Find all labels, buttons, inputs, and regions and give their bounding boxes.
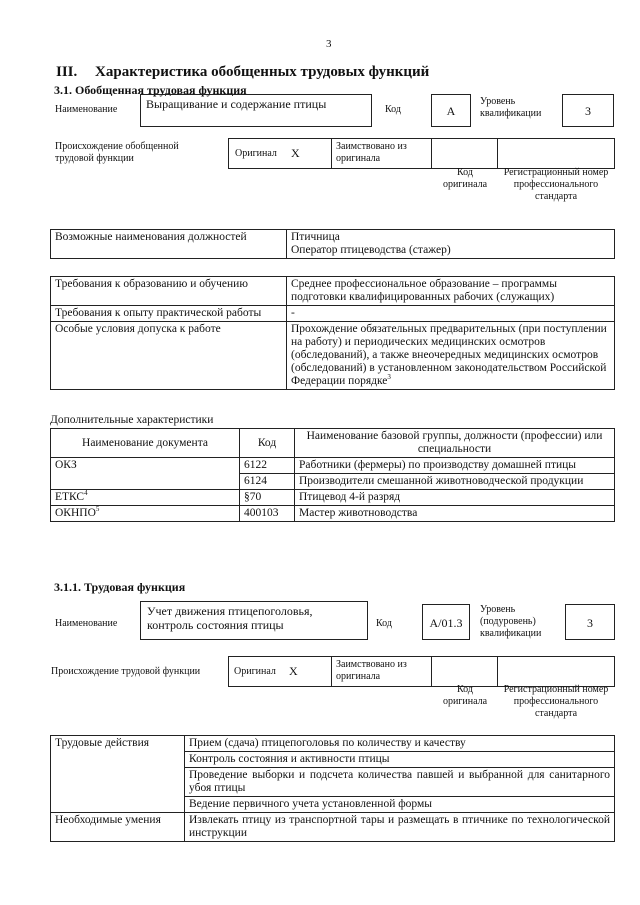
action-item: Контроль состояния и активности птицы	[185, 752, 615, 768]
requirements-table	[50, 276, 615, 390]
positions-values	[287, 230, 615, 259]
table-header-row	[51, 429, 615, 458]
tf-origin-divider-2	[431, 657, 432, 686]
table-row	[51, 736, 615, 752]
col-header-doc: Наименование документа	[51, 429, 240, 458]
tf-heading: 3.1.1. Трудовая функция	[54, 580, 186, 594]
req-footnote: 3	[387, 373, 391, 382]
extra-code: 6122	[240, 458, 295, 474]
extra-doc: ЕТКС	[55, 491, 85, 503]
req-value: Среднее профессиональное образование – программы подготовки квалифицированных рабочих (служащих)	[287, 277, 615, 306]
page-number: 3	[326, 38, 332, 50]
extra-doc	[51, 474, 240, 490]
tf-reg-number-caption: Регистрационный номер профессионального стандарта	[503, 684, 609, 719]
extra-table	[50, 428, 615, 522]
col-header-code: Код	[240, 429, 295, 458]
table-row	[51, 306, 615, 322]
extra-name: Работники (фермеры) по производству домашней птицы	[295, 458, 615, 474]
positions-table	[50, 229, 615, 259]
extra-doc-footnote: 4	[84, 489, 88, 498]
extra-title: Дополнительные характеристики	[50, 414, 214, 426]
table-row	[51, 506, 615, 522]
extra-doc: ОКЗ	[51, 458, 240, 474]
action-item: Проведение выборки и подсчета количества павшей и выбранной для санитарного убоя птицы	[185, 768, 615, 797]
tf-origin-box	[228, 656, 615, 687]
gtf-origin-label: Происхождение обобщенной трудовой функции	[55, 141, 179, 164]
position-item: Оператор птицеводства (стажер)	[291, 244, 451, 256]
req-value: Прохождение обязательных предварительных (при поступлении на работу) и периодических медицинских осмотров (обследований), а также внеочередных медицинских осмотров (обследований) в установленном законодательством Российской Федерации порядке	[291, 323, 607, 387]
gtf-origin-box	[228, 138, 615, 169]
extra-name: Птицевод 4-й разряд	[295, 490, 615, 506]
actions-table	[50, 735, 615, 842]
gtf-code-original-caption: Код оригинала	[442, 167, 488, 190]
section-roman: III.	[56, 64, 78, 80]
tf-name-box	[140, 601, 368, 640]
tf-level-box	[565, 604, 615, 640]
gtf-original-label: Оригинал	[235, 148, 277, 159]
gtf-code-label: Код	[385, 104, 401, 115]
action-item: Ведение первичного учета установленной формы	[185, 797, 615, 813]
position-item: Птичница	[291, 231, 340, 243]
req-label: Особые условия допуска к работе	[51, 322, 287, 390]
tf-origin-divider-3	[497, 657, 498, 686]
tf-code-label: Код	[376, 618, 392, 629]
req-label: Требования к образованию и обучению	[51, 277, 287, 306]
skills-label: Необходимые умения	[51, 813, 185, 842]
gtf-code-box	[431, 94, 471, 127]
extra-doc-cell	[51, 490, 240, 506]
gtf-level-box	[562, 94, 614, 127]
action-item: Прием (сдача) птицепоголовья по количеству и качеству	[185, 736, 615, 752]
gtf-level-label: Уровень квалификации	[480, 96, 542, 119]
table-row	[51, 490, 615, 506]
tf-level-value: 3	[587, 616, 593, 630]
section-title-text: Характеристика обобщенных трудовых функций	[95, 64, 430, 80]
extra-code: §70	[240, 490, 295, 506]
extra-name: Мастер животноводства	[295, 506, 615, 522]
skill-item: Извлекать птицу из транспортной тары и размещать в птичнике по технологической инструкции	[185, 813, 615, 842]
tf-code-original-caption: Код оригинала	[442, 684, 488, 707]
gtf-level-value: 3	[585, 104, 591, 118]
gtf-original-mark: X	[291, 146, 300, 160]
table-row	[51, 813, 615, 842]
tf-name-label: Наименование	[55, 618, 118, 629]
gtf-name-value: Выращивание и содержание птицы	[146, 97, 327, 111]
extra-name: Производители смешанной животноводческой продукции	[295, 474, 615, 490]
actions-label: Трудовые действия	[51, 736, 185, 813]
gtf-name-box	[140, 94, 372, 127]
table-row	[51, 458, 615, 474]
tf-original-label: Оригинал	[234, 666, 276, 677]
req-value: -	[287, 306, 615, 322]
tf-name-value: Учет движения птицепоголовья, контроль состояния птицы	[147, 604, 313, 632]
gtf-origin-divider-2	[431, 139, 432, 168]
table-row	[51, 322, 615, 390]
col-header-name: Наименование базовой группы, должности (профессии) или специальности	[295, 429, 615, 458]
req-label: Требования к опыту практической работы	[51, 306, 287, 322]
tf-original-mark: X	[289, 664, 298, 678]
positions-label: Возможные наименования должностей	[51, 230, 287, 259]
gtf-code-value: A	[446, 104, 456, 118]
gtf-origin-divider-3	[497, 139, 498, 168]
tf-borrowed-label: Заимствовано из оригинала	[336, 659, 407, 682]
req-value-cell	[287, 322, 615, 390]
tf-code-value: A/01.3	[429, 616, 463, 630]
extra-code: 400103	[240, 506, 295, 522]
extra-doc-cell	[51, 506, 240, 522]
table-row	[51, 230, 615, 259]
section-title	[56, 64, 429, 81]
tf-origin-divider-1	[331, 657, 332, 686]
extra-doc: ОКНПО	[55, 507, 96, 519]
extra-doc-footnote: 5	[95, 505, 100, 514]
table-row	[51, 474, 615, 490]
tf-code-box	[422, 604, 470, 640]
gtf-reg-number-caption: Регистрационный номер профессионального стандарта	[503, 167, 609, 202]
tf-origin-label: Происхождение трудовой функции	[51, 666, 201, 677]
tf-level-label: Уровень (подуровень) квалификации	[480, 604, 542, 639]
gtf-borrowed-label: Заимствовано из оригинала	[336, 141, 407, 164]
gtf-name-label: Наименование	[55, 104, 118, 115]
extra-code: 6124	[240, 474, 295, 490]
gtf-heading: 3.1. Обобщенная трудовая функция	[54, 83, 247, 97]
table-row	[51, 277, 615, 306]
gtf-origin-divider-1	[331, 139, 332, 168]
